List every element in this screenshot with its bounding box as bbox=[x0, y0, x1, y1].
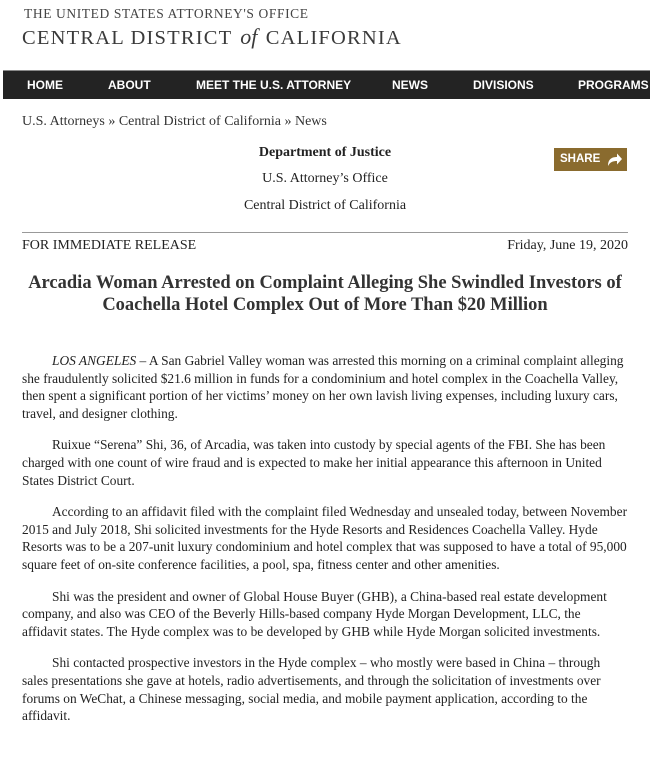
release-label: FOR IMMEDIATE RELEASE bbox=[22, 238, 197, 253]
release-date: Friday, June 19, 2020 bbox=[507, 238, 628, 253]
article-body bbox=[22, 352, 628, 739]
nav-home[interactable]: HOME bbox=[27, 78, 63, 92]
breadcrumb-central-district[interactable]: Central District of California bbox=[118, 114, 281, 129]
article-paragraph-3: According to an affidavit filed with the complaint filed Wednesday and unsealed today, between November 2015 and July 2018, Shi solicited investments for the Hyde Resorts and Residences Coachella Valley. Hyde Resorts was to be a 207-unit luxury condominium and hotel complex that was supposed to have a total of 95,000 square feet of on-site conference facilities, a pool, spa, fitness center and other amenities. bbox=[22, 504, 628, 572]
article-headline: Arcadia Woman Arrested on Complaint Alleging She Swindled Investors of Coachella Hotel Complex Out of More Than $20 Million bbox=[28, 273, 622, 315]
share-label: SHARE bbox=[560, 153, 601, 165]
share-arrow-icon bbox=[606, 152, 623, 167]
site-masthead[interactable] bbox=[22, 0, 642, 70]
breadcrumb bbox=[22, 114, 327, 130]
article-paragraph-1 bbox=[22, 352, 628, 422]
breadcrumb-separator: » bbox=[284, 114, 292, 129]
masthead-of: of bbox=[240, 24, 258, 49]
article-paragraph-2: Ruixue “Serena” Shi, 36, of Arcadia, was taken into custody by special agents of the FBI. She has been charged with one count of wire fraud and is expected to make her initial appearance this afternoon in United States District Court. bbox=[22, 437, 606, 488]
masthead-district-part2: CALIFORNIA bbox=[265, 27, 402, 49]
masthead-district-part1: CENTRAL DISTRICT bbox=[22, 27, 232, 49]
article-paragraph-4: Shi was the president and owner of Global House Buyer (GHB), a China-based real estate development company, and also was CEO of the Beverly Hills-based company Hyde Morgan Development, LLC, the affidavit states. The Hyde complex was to be developed by GHB while Hyde Morgan solicited investments. bbox=[22, 588, 607, 639]
release-bar bbox=[22, 232, 628, 257]
breadcrumb-us-attorneys[interactable]: U.S. Attorneys bbox=[22, 114, 105, 129]
share-button[interactable] bbox=[554, 148, 627, 171]
article-paragraph-1-text: – A San Gabriel Valley woman was arrested this morning on a criminal complaint alleging she fraudulently solicited $21.6 million in funds for a condominium and hotel complex in the Coachella Valley, then spent a significant portion of her victims’ money on her own lavish living expenses, including luxury cars, travel, and designer clothing. bbox=[22, 353, 624, 421]
nav-divisions[interactable]: DIVISIONS bbox=[473, 78, 534, 92]
nav-meet-the-us-attorney[interactable]: MEET THE U.S. ATTORNEY bbox=[196, 78, 352, 92]
org-department: Department of Justice bbox=[258, 145, 392, 160]
masthead-district-title bbox=[22, 24, 402, 50]
main-nav bbox=[3, 70, 650, 99]
org-office: U.S. Attorney’s Office bbox=[262, 171, 388, 186]
masthead-office-title: THE UNITED STATES ATTORNEY'S OFFICE bbox=[24, 6, 309, 21]
article-paragraph-5: Shi contacted prospective investors in the Hyde complex – who mostly were based in China – through sales presentations she gave at hotels, radio advertisements, and through the solicitation of investments over forums on WeChat, a Chinese messaging, social media, and mobile payment application, according to the affidavit. bbox=[22, 655, 601, 724]
breadcrumb-news[interactable]: News bbox=[294, 114, 327, 129]
nav-news[interactable]: NEWS bbox=[392, 78, 428, 92]
nav-about[interactable]: ABOUT bbox=[108, 78, 151, 92]
nav-programs[interactable]: PROGRAMS bbox=[578, 78, 649, 92]
breadcrumb-separator: » bbox=[108, 114, 116, 129]
article-dateline: LOS ANGELES bbox=[52, 353, 137, 368]
org-district: Central District of California bbox=[243, 198, 407, 213]
